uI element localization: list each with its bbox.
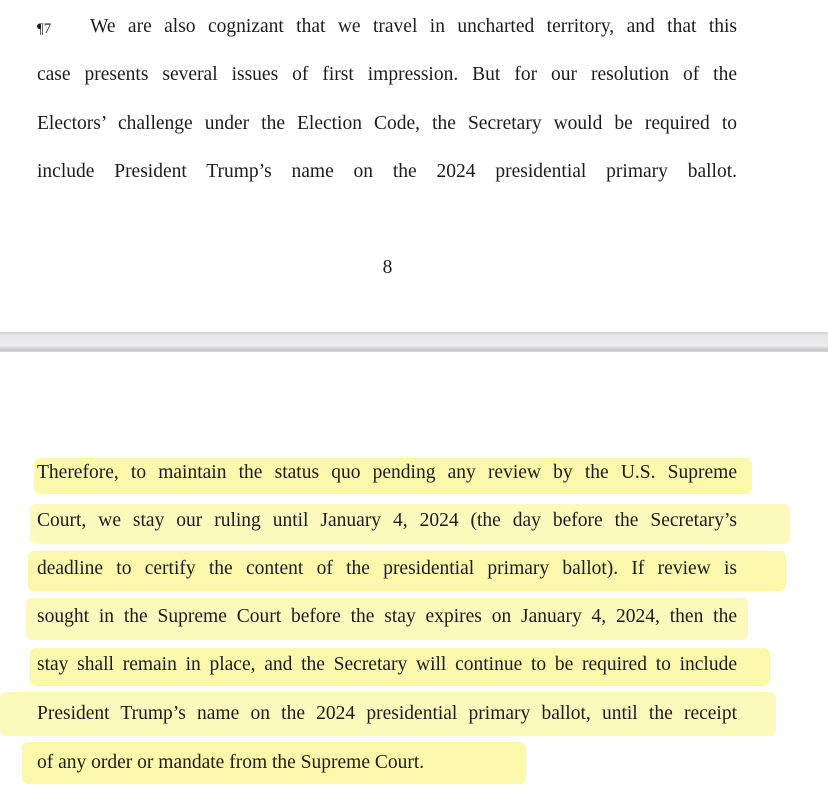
text-line: We are also cognizant that we travel in uncharted territory, and that this	[90, 16, 737, 37]
text-line: Court, we stay our ruling until January 4, 2024 (the day before the Secretary’s	[37, 510, 737, 531]
text-line: deadline to certify the content of the presidential primary ballot). If review is	[37, 558, 737, 579]
paragraph-mark: ¶7	[37, 21, 52, 37]
text-line: include President Trump’s name on the 2024 presidential primary ballot.	[37, 161, 737, 182]
text-line: Electors’ challenge under the Election Code, the Secretary would be required to	[37, 113, 737, 134]
text-line: Therefore, to maintain the status quo pending any review by the U.S. Supreme	[37, 462, 737, 483]
page-number: 8	[382, 257, 393, 278]
text-line: President Trump’s name on the 2024 presidential primary ballot, until the receipt	[37, 703, 737, 724]
document-page-bottom	[0, 352, 828, 796]
text-line: sought in the Supreme Court before the stay expires on January 4, 2024, then the	[37, 606, 737, 627]
page-separator	[0, 332, 828, 352]
text-line: of any order or mandate from the Supreme Court.	[37, 752, 425, 773]
text-line: stay shall remain in place, and the Secretary will continue to be required to include	[37, 654, 737, 675]
text-line: case presents several issues of first impression. But for our resolution of the	[37, 64, 737, 85]
document-page-top	[0, 0, 828, 332]
